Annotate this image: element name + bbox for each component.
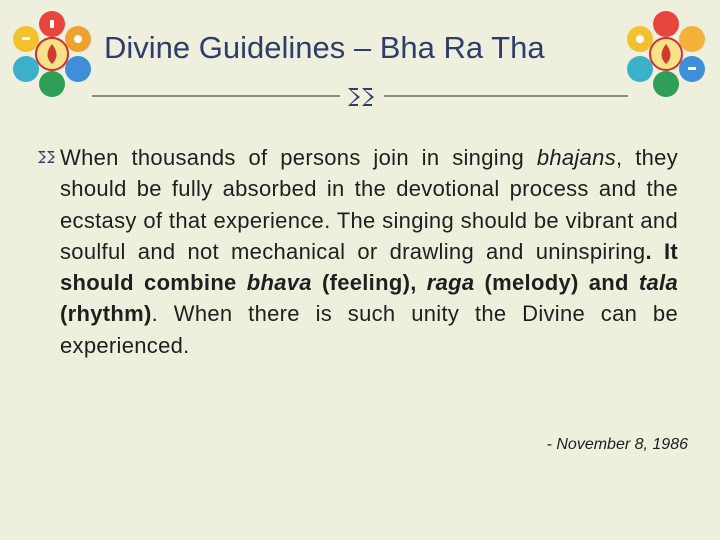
- paragraph-bold-text: It should combine: [60, 238, 678, 296]
- title-rule-left: [92, 95, 340, 97]
- slide-divider-icon: [344, 84, 380, 110]
- title-rule-right: [384, 95, 628, 97]
- paragraph-text: .: [645, 238, 664, 264]
- slide-title: Divine Guidelines – Bha Ra Tha: [104, 30, 545, 65]
- paragraph-text: , they should be fully absorbed in the devotional process and the ecstasy of that experience. The singing should be vibrant and soulful and not mechanical or drawling and uninspiring: [60, 145, 678, 264]
- paragraph-bold-emphasis: tala: [638, 270, 678, 296]
- paragraph-bold-text: (rhythm): [60, 301, 152, 327]
- sarva-dharma-emblem-icon: [618, 6, 714, 102]
- bullet-arrow-icon: [36, 148, 58, 166]
- paragraph-bold-text: (feeling),: [311, 270, 427, 296]
- paragraph-bold-emphasis: bhava: [246, 270, 312, 296]
- sarva-dharma-emblem-icon: [4, 6, 100, 102]
- paragraph-bold-emphasis: raga: [426, 270, 475, 296]
- date-attribution: - November 8, 1986: [546, 436, 688, 453]
- body-paragraph: [60, 142, 678, 361]
- paragraph-emphasis: bhajans: [536, 145, 616, 170]
- paragraph-bold-text: (melody) and: [474, 270, 639, 296]
- paragraph-text: . When there is such unity the Divine can be experienced.: [60, 301, 678, 358]
- paragraph-text: When thousands of persons join in singing: [60, 145, 537, 170]
